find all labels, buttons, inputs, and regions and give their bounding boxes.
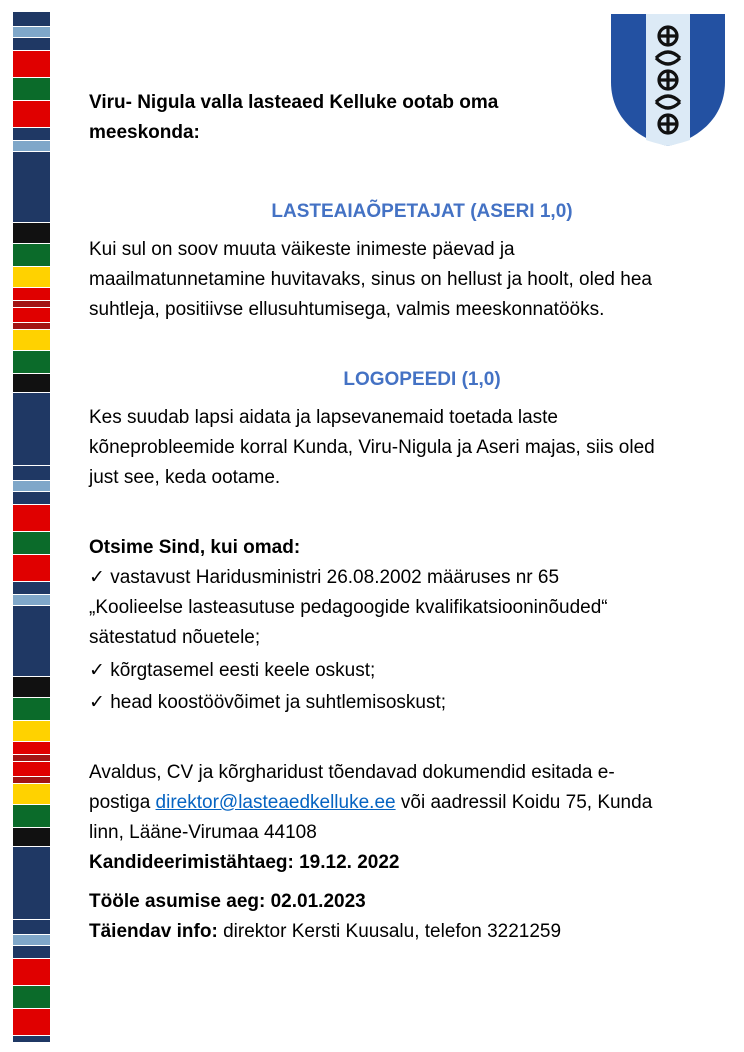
stripe-segment <box>13 128 50 140</box>
position-title-teacher <box>89 197 744 227</box>
stripe-segment <box>13 223 50 243</box>
position-title-speech-therapist-text: LOGOPEEDI (1,0) <box>343 369 501 390</box>
stripe-segment <box>13 777 50 783</box>
stripe-segment <box>13 330 50 350</box>
stripe-segment <box>13 920 50 934</box>
additional-info-label: Täiendav info: <box>89 921 218 942</box>
stripe-segment <box>13 935 50 945</box>
stripe-segment <box>13 582 50 594</box>
stripe-segment <box>13 323 50 329</box>
application-text-after: või aadressil Koidu 75, Kunda linn, Lääne-Virumaa 44108 <box>89 792 653 843</box>
stripe-segment <box>13 721 50 741</box>
requirement-item-2: ✓ kõrgtasemel eesti keele oskust; <box>89 660 376 681</box>
stripe-segment <box>13 847 50 919</box>
stripe-segment <box>13 308 50 322</box>
application-text-before: Avaldus, CV ja kõrgharidust tõendavad dokumendid esitada e-postiga <box>89 762 615 813</box>
coat-of-arms-icon <box>609 12 727 148</box>
email-link[interactable]: direktor@lasteaedkelluke.ee <box>155 792 396 813</box>
stripe-segment <box>13 828 50 846</box>
stripe-segment <box>13 762 50 776</box>
stripe-segment <box>13 959 50 985</box>
stripe-segment <box>13 555 50 581</box>
stripe-segment <box>13 805 50 827</box>
application-deadline: Kandideerimistähtaeg: 19.12. 2022 <box>89 852 400 873</box>
stripe-segment <box>13 38 50 50</box>
stripe-segment <box>13 742 50 754</box>
requirement-item-3: ✓ head koostöövõimet ja suhtlemisoskust; <box>89 692 447 713</box>
stripe-segment <box>13 301 50 307</box>
application-instructions <box>89 758 659 848</box>
stripe-segment <box>13 466 50 480</box>
position-description-speech-therapist: Kes suudab lapsi aidata ja lapsevanemaid toetada laste kõneprobleemide korral Kunda, Viru-Nigula ja Aseri majas, siis oled just see, keda ootame. <box>89 407 655 488</box>
additional-info-value: direktor Kersti Kuusalu, telefon 3221259 <box>217 921 562 942</box>
stripe-segment <box>13 267 50 287</box>
stripe-segment <box>13 101 50 127</box>
stripe-segment <box>13 481 50 491</box>
stripe-segment <box>13 374 50 392</box>
stripe-segment <box>13 755 50 761</box>
decorative-stripe <box>13 12 50 1042</box>
stripe-segment <box>13 698 50 720</box>
additional-info <box>89 917 669 947</box>
position-title-teacher-text: LASTEAIAÕPETAJAT (ASERI 1,0) <box>271 201 573 222</box>
position-title-speech-therapist <box>89 365 744 395</box>
stripe-segment <box>13 492 50 504</box>
stripe-segment <box>13 152 50 222</box>
stripe-segment <box>13 78 50 100</box>
intro-heading: Viru- Nigula valla lasteaed Kelluke ootab oma meeskonda: <box>89 92 499 143</box>
stripe-segment <box>13 1036 50 1042</box>
stripe-segment <box>13 351 50 373</box>
stripe-segment <box>13 1009 50 1035</box>
stripe-segment <box>13 505 50 531</box>
stripe-segment <box>13 677 50 697</box>
stripe-segment <box>13 784 50 804</box>
stripe-segment <box>13 532 50 554</box>
stripe-segment <box>13 51 50 77</box>
stripe-segment <box>13 595 50 605</box>
stripe-segment <box>13 244 50 266</box>
stripe-segment <box>13 27 50 37</box>
stripe-segment <box>13 946 50 958</box>
stripe-segment <box>13 141 50 151</box>
stripe-segment <box>13 606 50 676</box>
start-date: Tööle asumise aeg: 02.01.2023 <box>89 891 366 912</box>
stripe-segment <box>13 393 50 465</box>
stripe-segment <box>13 288 50 300</box>
stripe-segment <box>13 986 50 1008</box>
stripe-segment <box>13 12 50 26</box>
requirement-item-1: ✓ vastavust Haridusministri 26.08.2002 määruses nr 65 „Koolieelse lasteasutuse pedagoogide kvalifikatsiooninõuded“ sätestatud nõuetele; <box>89 567 608 648</box>
position-description-teacher: Kui sul on soov muuta väikeste inimeste päevad ja maailmatunnetamine huvitavaks, sinus on hellust ja hoolt, oled hea suhtleja, positiivse ellusuhtumisega, valmis meeskonnatööks. <box>89 239 652 320</box>
requirements-heading: Otsime Sind, kui omad: <box>89 537 301 558</box>
